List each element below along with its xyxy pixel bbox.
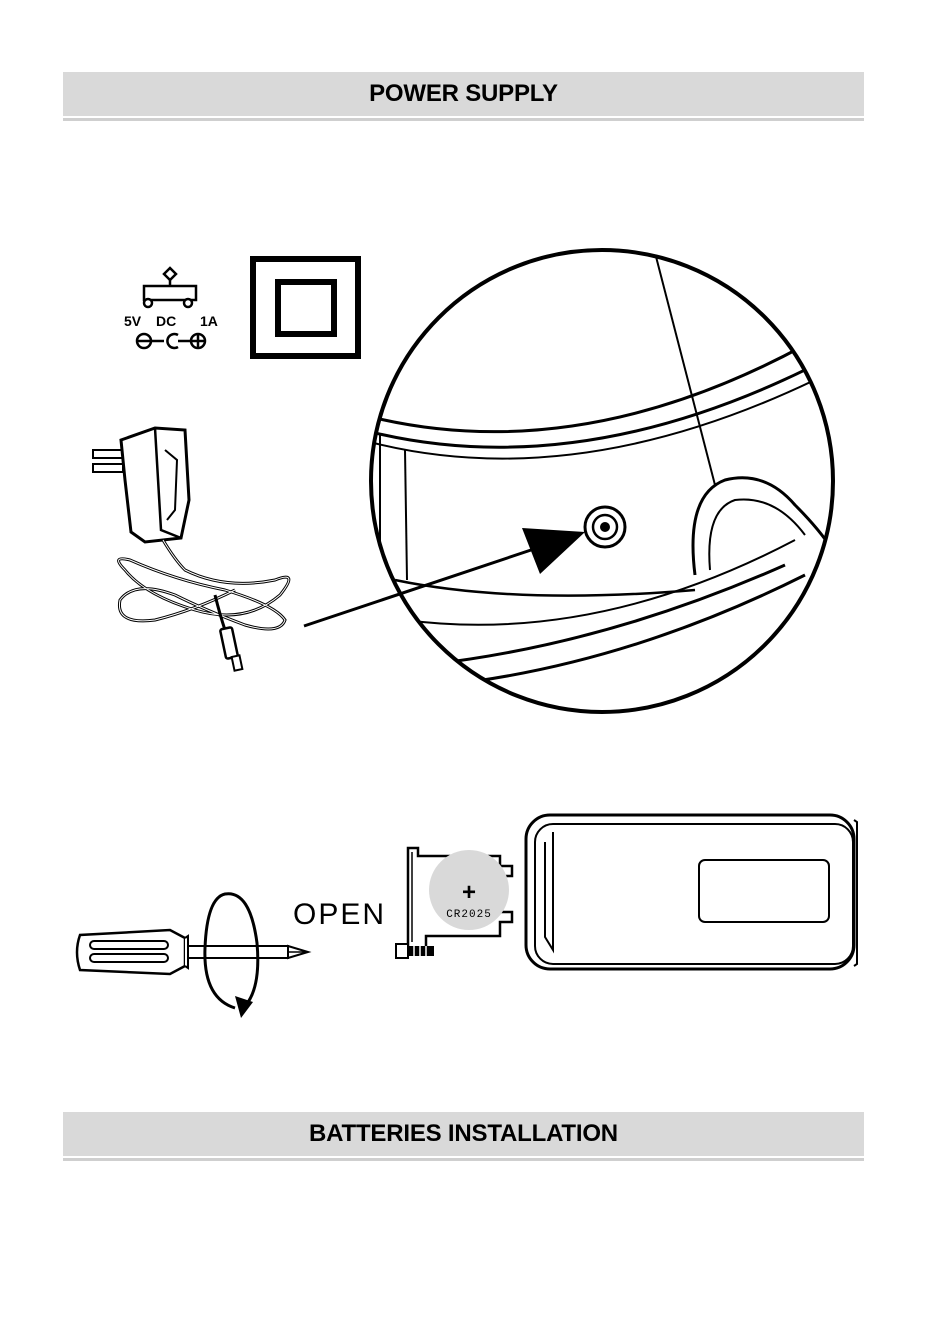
rating-current: 1A <box>200 313 218 329</box>
ac-adapter-icon <box>85 420 315 680</box>
batteries-installation-title: BATTERIES INSTALLATION <box>309 1120 618 1147</box>
polarity-symbol-icon <box>118 262 228 357</box>
power-supply-header <box>63 72 864 116</box>
rating-type: DC <box>156 313 177 329</box>
batteries-installation-rule <box>63 1158 864 1161</box>
screwdriver-icon <box>70 890 310 1020</box>
battery-model: CR2025 <box>446 909 492 921</box>
dc-jack-closeup-icon <box>365 245 840 720</box>
battery-tray-icon <box>390 842 520 972</box>
rating-voltage: 5V <box>124 313 142 329</box>
double-insulation-icon <box>250 256 361 359</box>
power-supply-rule <box>63 118 864 121</box>
battery-plus-sign: + <box>461 879 477 906</box>
open-label: OPEN <box>293 898 387 931</box>
remote-control-icon <box>523 812 861 972</box>
power-supply-title: POWER SUPPLY <box>369 80 558 107</box>
batteries-installation-header <box>63 1112 864 1156</box>
rotation-arrow-icon <box>195 888 270 1023</box>
